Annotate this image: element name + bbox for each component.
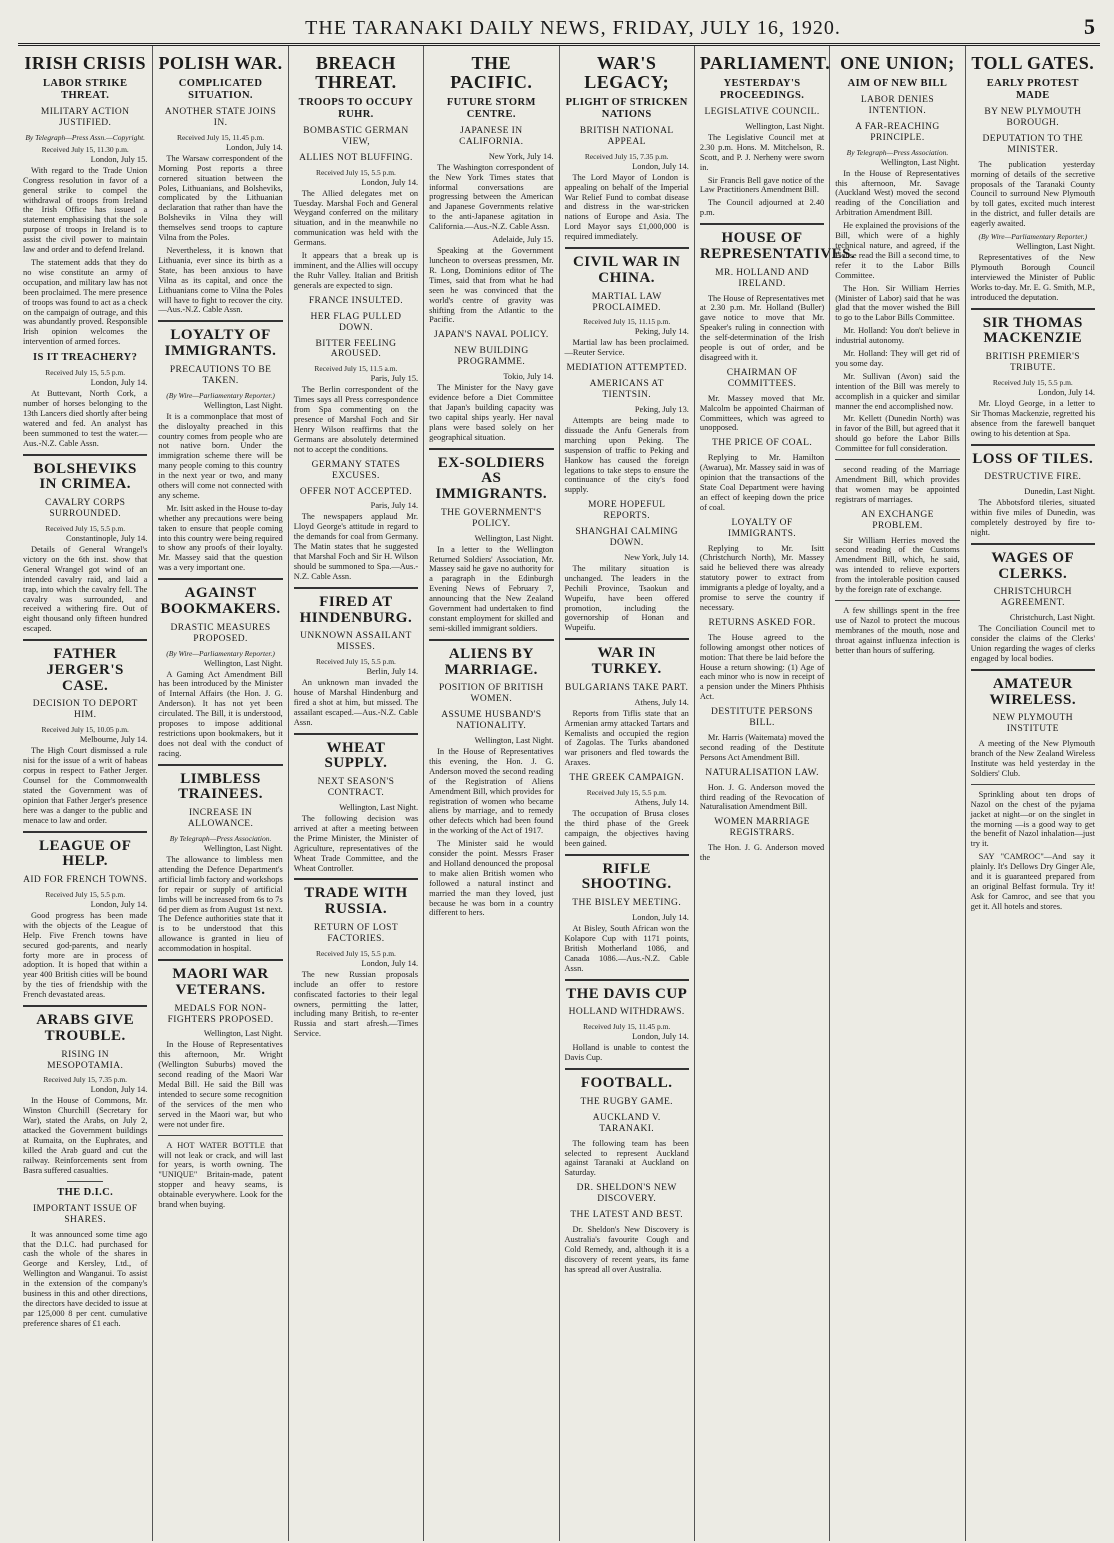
subheadline: COMPLICATED SITUATION.: [178, 77, 263, 101]
headline: BREACH THREAT.: [315, 53, 397, 92]
credit-line: By Telegraph—Press Association.: [169, 834, 272, 844]
article-paragraph: At Buttevant, North Cork, a number of horses belonging to the 13th Lancers died shortly after being watered and fed. An analyst has been summoned to test the water.—Aus.-N.Z. Cable Assn.: [23, 389, 148, 448]
divider: [67, 1181, 103, 1182]
article-paragraph: Mr. Lloyd George, in a letter to Sir Thomas Mackenzie, regretted his absence from the farewell banquet owing to his detention at Spa.: [970, 398, 1095, 438]
divider: [158, 764, 282, 766]
dateline: London, July 14.: [361, 958, 419, 968]
subheadline: MILITARY ACTION JUSTIFIED.: [40, 107, 130, 128]
subheadline: DESTRUCTIVE FIRE.: [984, 472, 1082, 483]
article-paragraph: Hon. J. G. Anderson moved the third reading of the Revocation of Naturalisation Amendment Bill.: [699, 782, 825, 812]
article-paragraph: Speaking at the Government luncheon to overseas pressmen, Mr. R. Long, Dominions editor of The Times, said that from what he had seen he was convinced that the world's centre of gravity was shifting from the Atlantic to the Pacific.: [429, 246, 554, 325]
divider: [23, 1005, 147, 1007]
dateline: Wellington, Last Night.: [745, 121, 825, 131]
headline: ONE UNION;: [840, 53, 955, 73]
received-line: Received July 15, 11.45 p.m.: [176, 132, 265, 142]
subheadline: BITTER FEELING AROUSED.: [315, 338, 397, 360]
headline: WHEAT SUPPLY.: [324, 739, 388, 772]
dateline: Adelaide, July 15.: [492, 235, 554, 245]
divider: [294, 733, 418, 735]
subheadline: CHRISTCHURCH AGREEMENT.: [993, 587, 1072, 609]
article-paragraph: Sir Francis Bell gave notice of the Law Practitioners Amendment Bill.: [699, 175, 825, 195]
divider: [429, 639, 553, 641]
article-paragraph: The following decision was arrived at after a meeting between the Prime Minister, the Minister of Agriculture, representatives of the Wheat Trade Committee, and the Wheat Controller.: [293, 814, 419, 873]
divider: [158, 578, 282, 580]
headline: FATHER JERGER'S CASE.: [46, 646, 124, 694]
dateline: Athens, July 14.: [634, 798, 689, 808]
article-paragraph: Mr. Massey moved that Mr. Malcolm be appointed Chairman of Committees, which was agreed to unopposed.: [699, 393, 825, 433]
article-paragraph: The Minister said he would consider the point. Messrs Fraser and Holland denounced the proposal to make alien British women who followed a natural instinct and married the man they loved, just because he was born in a country different to hers.: [429, 839, 554, 918]
dateline: Wellington, Last Night.: [474, 533, 554, 543]
article-paragraph: In the House of Representatives this afternoon, Mr. Wright (Wellington Suburbs) moved the second reading of the Maori War Medal Bill. He said the Bill was intended to secure some recognition of the services of the men who served in the Maori war, but who were not under fire.: [158, 1040, 283, 1129]
subheadline: FRANCE INSULTED.: [308, 295, 404, 306]
article-paragraph: Good progress has been made with the objects of the League of Help. Five French towns have secured god-parents, and nearly forty more are in process of adoption. It is hoped that within a year 400 British cities will be bound by the ties of friendship with the French devastated areas.: [23, 910, 148, 1000]
received-line: Received July 15, 5.5 p.m.: [315, 167, 396, 177]
headline: HOUSE OF REPRESENTATIVES.: [699, 230, 856, 262]
article-paragraph: The Washington correspondent of the New York Times states that informal conversations are progressing between the American and Japanese Governments relative to the anti-Japanese agitation in California.—Aus.-N.Z. Cable Assn.: [429, 162, 554, 232]
subheadline: INCREASE IN ALLOWANCE.: [187, 808, 254, 830]
subheadline: JAPANESE IN CALIFORNIA.: [459, 125, 524, 147]
subheadline: THE LATEST AND BEST.: [570, 1210, 684, 1221]
column-1: [18, 46, 153, 1541]
subheadline: DESTITUTE PERSONS BILL.: [711, 707, 814, 729]
received-line: Received July 15, 5.5 p.m.: [992, 377, 1073, 387]
received-line: Received July 15, 11.45 p.m.: [583, 1022, 671, 1032]
headline: TRADE WITH RUSSIA.: [304, 885, 408, 918]
article-paragraph: Mr. Harris (Waitemata) moved the second reading of the Destitute Persons Act Amendment Bill.: [699, 733, 825, 762]
page-number: 5: [1084, 14, 1096, 39]
divider: [565, 247, 689, 249]
headline: LEAGUE OF HELP.: [38, 837, 132, 870]
divider: [835, 600, 959, 601]
headline: WAGES OF CLERKS.: [991, 549, 1075, 582]
article-paragraph: He explained the provisions of the Bill, which were of a highly technical nature, and agreed, if the House read the Bill a second time, to refer it to the Labor Bills Committee.: [835, 221, 960, 280]
received-line: Received July 15, 5.5 p.m.: [45, 889, 126, 899]
divider: [565, 854, 689, 856]
headline: SIR THOMAS MACKENZIE: [982, 314, 1083, 347]
credit-line: By Telegraph—Press Assn.—Copyright.: [25, 132, 146, 142]
subheadline: PRECAUTIONS TO BE TAKEN.: [169, 364, 272, 386]
subheadline: RISING IN MESOPOTAMIA.: [47, 1049, 124, 1071]
dateline: Melbourne, July 14.: [79, 735, 148, 745]
headline: THE PACIFIC.: [450, 53, 533, 92]
subheadline: MORE HOPEFUL REPORTS.: [587, 500, 666, 522]
divider: [158, 959, 282, 961]
subheadline: LEGISLATIVE COUNCIL.: [704, 107, 820, 118]
article-paragraph: The Allied delegates met on Tuesday. Marshal Foch and General Weygand conferred on the military situation, and in the meanwhile no communication was held with the Germans.: [293, 188, 419, 248]
article-paragraph: Replying to Mr. Hamilton (Awarua), Mr. Massey said in was of opinion that the transactions of the State Coal Department were having an effect of keeping down the price of coal.: [699, 453, 825, 512]
subheadline: THE D.I.C.: [57, 1186, 114, 1198]
article-paragraph: Mr. Isitt asked in the House to-day whether any precautions were being taken to ensure that people coming into this country were being required to show any proofs of their loyalty. Mr. Massey said that the question was a very important one.: [158, 503, 283, 573]
article-paragraph: second reading of the Marriage Amendment Bill, which provides that women may be appointed registrars of marriages.: [835, 465, 960, 504]
dateline: London, July 14.: [90, 899, 148, 909]
subheadline: CAVALRY CORPS SURROUNDED.: [45, 498, 126, 520]
subheadline: NEXT SEASON'S CONTRACT.: [317, 777, 395, 799]
subheadline: ALLIES NOT BLUFFING.: [299, 152, 413, 163]
dateline: Paris, July 14.: [370, 501, 419, 511]
received-line: Received July 15, 11.5 a.m.: [314, 364, 398, 374]
dateline: London, July 14.: [90, 378, 148, 388]
subheadline: BRITISH NATIONAL APPEAL: [579, 125, 674, 147]
headline: FIRED AT HINDENBURG.: [299, 593, 413, 626]
subheadline: POSITION OF BRITISH WOMEN.: [438, 683, 544, 705]
article-paragraph: Holland is unable to contest the Davis Cup.: [564, 1043, 689, 1063]
dateline: London, July 14.: [361, 177, 419, 187]
subheadline: OFFER NOT ACCEPTED.: [299, 486, 413, 497]
dateline: London, July 14.: [90, 1085, 148, 1095]
divider: [835, 459, 959, 460]
divider: [565, 638, 689, 640]
received-line: Received July 15, 7.35 p.m.: [43, 1075, 128, 1085]
article-paragraph: The new Russian proposals include an offer to restore confiscated factories to their legal owners, permitting the latter, including many British, to re-enter Russia and start afresh.—Times Service.: [293, 969, 419, 1039]
headline: POLISH WAR.: [158, 53, 283, 73]
advertisement: Sprinkling about ten drops of Nazol on the chest of the pyjama jacket at night—or on the singlet in the morning —is a good way to get the benefit of Nazol inhalation—just try it.: [970, 789, 1095, 849]
article-paragraph: Nevertheless, it is known that Lithuania, ever since its birth as a State, has been anxious to have Vilna as its capital, and once the Lithuanians come to Vilna the Poles will have to fight to recover the city.—Aus.-N.Z. Cable Assn.: [158, 246, 283, 315]
article-paragraph: The statement adds that they do no wise constitute an army of occupation, and military law has not been proclaimed. The mere presence of troops was found to act as a check on the campaign of outrage, and this was abundantly proved. Responsible Irish opinion welcomes the intervention of armed forces.: [23, 258, 148, 347]
dateline: London, July 14.: [632, 1032, 689, 1042]
article-paragraph: Mr. Holland: You don't believe in industrial autonomy.: [835, 326, 960, 346]
masthead: [18, 0, 1100, 46]
credit-line: By Telegraph—Press Association.: [846, 147, 949, 157]
subheadline: UNKNOWN ASSAILANT MISSES.: [300, 631, 412, 653]
headline: LOYALTY OF IMMIGRANTS.: [164, 327, 277, 360]
article-paragraph: Martial law has been proclaimed.—Reuter Service.: [564, 338, 689, 358]
subheadline: LABOR DENIES INTENTION.: [860, 94, 935, 116]
headline: RIFLE SHOOTING.: [581, 860, 672, 893]
credit-line: (By Wire—Parliamentary Reporter.): [166, 648, 275, 658]
subheadline: HOLLAND WITHDRAWS.: [568, 1007, 685, 1018]
article-paragraph: The Hon. J. G. Anderson moved the: [699, 843, 825, 863]
dateline: Wellington, Last Night.: [1016, 242, 1095, 252]
article-paragraph: Representatives of the New Plymouth Borough Council interviewed the Minister of Public Works to-day. Mr. E. G. Smith, M.P., introduced the deputation.: [970, 253, 1095, 302]
subheadline: AIM OF NEW BILL: [847, 77, 948, 89]
received-line: Received July 15, 7.35 p.m.: [584, 151, 669, 161]
dateline: Wellington, Last Night.: [880, 157, 960, 167]
article-paragraph: The Conciliation Council met to consider the claims of the Clerks' Union regarding the wages of clerks engaged by local bodies.: [970, 624, 1095, 663]
credit-line: (By Wire—Parliamentary Reporter.): [166, 390, 275, 400]
subheadline: THE GOVERNMENT'S POLICY.: [440, 507, 542, 529]
article-paragraph: In a letter to the Wellington Returned Soldiers' Association, Mr. Massey said he gave no authority for a paragraph in the Edinburgh Evening News of February 7, announcing that the New Zealand Government had undertaken to find constant employment for skilled and semi-skilled immigrant soldiers.: [429, 544, 554, 633]
article-paragraph: The Abbotsford tileries, situated within five miles of Dunedin, was completely destroyed by fire to-night.: [970, 498, 1095, 537]
divider: [971, 784, 1095, 785]
subheadline: AMERICANS AT TIENTSIN.: [589, 379, 664, 401]
article-paragraph: The High Court dismissed a rule nisi for the issue of a writ of habeas corpus in respect to Father Jerger. Counsel for the Commonwealth stated the Government was of opinion that Father Jerger's presence here was a danger to the public and menace to law and order.: [23, 746, 148, 825]
advertisement: A HOT WATER BOTTLE that will not leak or crack, and will last for years, is worth owning. The "UNIQUE" Britain-made, patent stopper and heavy seams, is obtainable everywhere. Look for the brand when buying.: [158, 1140, 283, 1210]
subheadline: FUTURE STORM CENTRE.: [446, 96, 536, 120]
dateline: Wellington, Last Night.: [203, 844, 283, 854]
headline: AGAINST BOOKMAKERS.: [160, 585, 281, 617]
column-8: [966, 46, 1100, 1541]
column-2: [153, 46, 288, 1541]
received-line: Received July 15, 11.30 p.m.: [41, 144, 129, 154]
article-paragraph: The publication yesterday morning of details of the secretive proposals of the Taranaki County Council to surround New Plymouth by toll gates, excited much interest in the district, and fuller details are eagerly awaited.: [970, 159, 1095, 229]
subheadline: LABOR STRIKE THREAT.: [42, 77, 128, 101]
divider: [971, 669, 1095, 671]
received-line: Received July 15, 10.05 p.m.: [41, 725, 129, 735]
subheadline: DRASTIC MEASURES PROPOSED.: [170, 622, 271, 644]
dateline: Berlin, July 14.: [366, 667, 419, 677]
subheadline: THE PRICE OF COAL.: [712, 438, 813, 449]
subheadline: LOYALTY OF IMMIGRANTS.: [728, 517, 797, 539]
article-paragraph: Mr. Sullivan (Avon) said the intention of the Bill was merely to accomplish in a quicker and similar manner the end accomplished now.: [835, 371, 960, 411]
subheadline: A FAR-REACHING PRINCIPLE.: [855, 121, 940, 143]
dateline: Wellington, Last Night.: [203, 658, 283, 668]
article-paragraph: Mr. Holland: They will get rid of you some day.: [835, 349, 960, 368]
column-3: [289, 46, 424, 1541]
subheadline: PLIGHT OF STRICKEN NATIONS: [565, 96, 688, 120]
article-paragraph: The military situation is unchanged. The leaders in the Pechili Province, Tsaokun and Wupeifu, have been offered promotion, including the governorship of Honan and Wupeifu.: [564, 563, 689, 633]
subheadline: AN EXCHANGE PROBLEM.: [861, 509, 934, 531]
article-paragraph: A Gaming Act Amendment Bill has been introduced by the Minister of Internal Affairs (the Hon. J. G. Anderson). It has not yet been circulated. The Bill, it is understood, proposes to impose additional restrictions upon bookmakers, but it does not deal with the conduct of racing.: [158, 669, 283, 758]
divider: [429, 448, 553, 450]
divider: [971, 543, 1095, 545]
dateline: Wellington, Last Night.: [474, 735, 554, 745]
article-paragraph: In the House of Commons, Mr. Winston Churchill (Secretary for War), stated the Arabs, on July 2, attacked the Government buildings at Rumaita, on the Euphrates, and killed the Arab guard and cut the railway. Reinforcements sent from Basra suffered casualties.: [23, 1096, 148, 1175]
received-line: Received July 15, 5.5 p.m.: [45, 368, 126, 378]
article-paragraph: Reports from Tiflis state that an Armenian army attacked Tartars and Kemalists and occupied the region of Zagolas. The Turks abandoned war prisoners and fled towards the Araxes.: [564, 708, 689, 768]
article-paragraph: The House agreed to the following amongst other notices of motion: That there be laid before the House a return showing: (1) Age of each minor who is now in receipt of a pension under the Miners Phthisis Act.: [699, 632, 825, 702]
subheadline: RETURNS ASKED FOR.: [708, 617, 816, 628]
dateline: Wellington, Last Night.: [339, 803, 419, 813]
subheadline: ANOTHER STATE JOINS IN.: [164, 107, 277, 128]
article-paragraph: The allowance to limbless men attending the Defence Department's artificial limb factory and workshops for repair or supply of artificial limbs will be increased from 6s to 7s 6d per diem as from August 1st next. The Defence authorities state that it is to be understood that this allowance is granted in lieu of accommodation in hospital.: [158, 855, 283, 954]
article-paragraph: The occupation of Brusa closes the third phase of the Greek campaign, the objectives having been gained.: [564, 809, 689, 848]
divider: [971, 444, 1095, 446]
headline: PARLIAMENT.: [699, 53, 831, 73]
subheadline: THE GREEK CAMPAIGN.: [569, 773, 685, 784]
article-paragraph: The Council adjourned at 2.40 p.m.: [699, 198, 825, 218]
subheadline: YESTERDAY'S PROCEEDINGS.: [719, 77, 805, 101]
subheadline: HER FLAG PULLED DOWN.: [310, 311, 402, 333]
dateline: London, July 14.: [225, 142, 283, 152]
subheadline: MEDALS FOR NON-FIGHTERS PROPOSED.: [167, 1003, 274, 1025]
subheadline: THE RUGBY GAME.: [580, 1096, 673, 1107]
subheadline: GERMANY STATES EXCUSES.: [311, 459, 401, 481]
headline: WAR'S LEGACY;: [584, 53, 670, 92]
article-paragraph: The newspapers applaud Mr. Lloyd George's attitude in regard to the demands for coal from Germany. The Matin states that he suggested that Marshal Foch and Sir H. Wilson should be summoned to Spa.—Aus.-N.Z. Cable Assn.: [293, 512, 419, 581]
article-paragraph: In the House of Representatives this evening, the Hon. J. G. Anderson moved the second reading of the Registration of Aliens Amendment Bill, which provides for registration of women who became aliens by marriage, and to remedy other defects which had been found in the working of the Act of 1917.: [429, 746, 554, 836]
subheadline: NEW BUILDING PROGRAMME.: [454, 346, 529, 368]
received-line: Received July 15, 5.5 p.m.: [586, 788, 667, 798]
headline: TOLL GATES.: [971, 53, 1095, 73]
subheadline: BY NEW PLYMOUTH BOROUGH.: [984, 107, 1082, 128]
dateline: London, July 14.: [1038, 387, 1095, 397]
headline: MAORI WAR VETERANS.: [172, 966, 269, 998]
dateline: New York, July 14.: [624, 552, 689, 562]
article-paragraph: Sir William Herries moved the second reading of the Customs Amendment Bill, which, he said, was intended to relieve exporters from the intolerable position caused by the foreign rate of exchange.: [835, 535, 960, 595]
column-6: [695, 46, 856, 1541]
divider: [700, 223, 824, 225]
dateline: London, July 15.: [90, 154, 148, 164]
divider: [971, 308, 1095, 310]
headline: THE DAVIS CUP: [566, 985, 688, 1002]
headline: AMATEUR WIRELESS.: [989, 675, 1077, 708]
subheadline: EARLY PROTEST MADE: [986, 77, 1079, 101]
subheadline: IMPORTANT ISSUE OF SHARES.: [32, 1203, 138, 1225]
subheadline: MARTIAL LAW PROCLAIMED.: [591, 291, 662, 313]
dateline: London, July 14.: [632, 913, 689, 923]
article-paragraph: In the House of Representatives this afternoon, Mr. Savage (Auckland West) moved the second reading of the Conciliation and Arbitration Amendment Bill.: [835, 168, 960, 218]
article-paragraph: The Hon. Sir William Herries (Minister of Labor) said that he was glad that the mover wished the Bill to go to the Labor Bills Committee.: [835, 283, 960, 323]
received-line: Received July 15, 5.5 p.m.: [45, 524, 126, 534]
article-paragraph: Replying to Mr. Isitt (Christchurch North), Mr. Massey said he believed there was already statutory power to extract from immigrants a pledge of loyalty, and a promise to serve the country if necessary.: [699, 543, 825, 612]
headline: IRISH CRISIS: [24, 53, 146, 73]
subheadline: IS IT TREACHERY?: [33, 352, 138, 364]
article-paragraph: The following team has been selected to represent Auckland against Taranaki at Auckland on Saturday.: [564, 1138, 689, 1178]
subheadline: AID FOR FRENCH TOWNS.: [23, 875, 148, 886]
subheadline: BULGARIANS TAKE PART.: [565, 682, 689, 693]
divider: [158, 320, 282, 322]
columns: [18, 46, 1100, 1541]
article-paragraph: At Bisley, South African won the Kolapore Cup with 1171 points, British Motherland 1086, and Canada 1086.—Aus.-N.Z. Cable Assn.: [564, 924, 689, 973]
article-paragraph: With regard to the Trade Union Congress resolution in favor of a general strike to compel the withdrawal of troops from Ireland the Irish Office has issued a statement emphasising that the sole purpose of troops in Ireland is to assist the civil power to maintain law and order and to defend Ireland.: [23, 165, 148, 255]
article-paragraph: Attempts are being made to dissuade the Anfu Generals from marching upon Peking. The suspension of traffic to Peking and Hankow has caused the foreign legations to take steps to ensure the continuance of the city's food supply.: [564, 416, 689, 495]
dateline: Dunedin, Last Night.: [1024, 487, 1095, 497]
article-paragraph: It is a commonplace that most of the disloyalty preached in this country comes from people who are not native born. Under the immigration scheme there will be many people coming to this country in the next year or two, and many others will come not connected with any scheme.: [158, 411, 283, 500]
paper-title: THE TARANAKI DAILY NEWS, FRIDAY, JULY 16, 1920.: [305, 17, 841, 39]
dateline: Paris, July 15.: [370, 374, 419, 384]
dateline: Tokio, July 14.: [503, 372, 554, 382]
divider: [294, 587, 418, 589]
headline: FOOTBALL.: [580, 1075, 673, 1092]
article-paragraph: It appears that a break up is imminent, and the Allies will occupy the Ruhr Valley. Italian and British generals are expected to sign.: [293, 251, 419, 290]
article-paragraph: The Berlin correspondent of the Times says all Press correspondence from Spa commenting on the presence of Marshal Foch and Sir Henry Wilson reaffirms that the Germans are absolutely determined not to accept the conditions.: [293, 385, 419, 454]
received-line: Received July 15, 5.5 p.m.: [315, 657, 396, 667]
subheadline: ASSUME HUSBAND'S NATIONALITY.: [441, 710, 542, 732]
column-4: [424, 46, 559, 1541]
dateline: Wellington, Last Night.: [203, 400, 283, 410]
dateline: Peking, July 14.: [634, 327, 689, 337]
subheadline: BRITISH PREMIER'S TRIBUTE.: [985, 352, 1080, 373]
article-paragraph: It was announced some time ago that the D.I.C. had purchased for cash the whole of the shares in George and Kersley, Ltd., of Wellington and Wanganui. To assist in the extension of the company's business in this and other directions, the directors have decided to issue at par 125,000 8 per cent. cumulative preference shares of £1 each.: [23, 1229, 148, 1328]
subheadline: RETURN OF LOST FACTORIES.: [313, 922, 399, 944]
subheadline: THE BISLEY MEETING.: [572, 898, 682, 909]
credit-line: (By Wire—Parliamentary Reporter.): [978, 232, 1088, 242]
column-5: [560, 46, 695, 1541]
article-paragraph: The House of Representatives met at 2.30 p.m. Mr. Holland (Buller) gave notice to move that Mr. Speaker's ruling in connection with the self-determination of the Irish people is out of order, and be disagreed with it.: [699, 293, 825, 362]
divider: [23, 639, 147, 641]
subheadline: BOMBASTIC GERMAN VIEW,: [303, 125, 409, 147]
dateline: London, July 14.: [632, 161, 689, 171]
dateline: Christchurch, Last Night.: [1009, 613, 1095, 623]
advertisement: A few shillings spent in the free use of Nazol to protect the mucous membranes of the mouth, nose and throat against influenza infection is better than hours of suffering.: [835, 606, 960, 655]
subheadline: DECISION TO DEPORT HIM.: [32, 699, 138, 721]
headline: WAR IN TURKEY.: [591, 645, 662, 678]
subheadline: NATURALISATION LAW.: [705, 767, 819, 778]
article-paragraph: The Legislative Council met at 2.30 p.m. Hons. M. Mitchelson, R. Scott, and P. J. Nerheny were sworn in.: [699, 132, 825, 172]
divider: [294, 878, 418, 880]
subheadline: CHAIRMAN OF COMMITTEES.: [726, 367, 798, 389]
divider: [23, 454, 147, 456]
subheadline: MR. HOLLAND AND IRELAND.: [715, 267, 809, 289]
received-line: Received July 15, 5.5 p.m.: [315, 948, 396, 958]
subheadline: AUCKLAND V. TARANAKI.: [592, 1112, 661, 1134]
subheadline: TROOPS TO OCCUPY RUHR.: [298, 96, 414, 120]
dateline: Wellington, Last Night.: [203, 1029, 283, 1039]
received-line: Received July 15, 11.15 p.m.: [583, 317, 671, 327]
divider: [158, 1135, 282, 1136]
headline: LIMBLESS TRAINEES.: [178, 770, 264, 803]
headline: CIVIL WAR IN CHINA.: [572, 254, 681, 286]
article-paragraph: The Lord Mayor of London is appealing on behalf of the Imperial War Relief Fund to combat disease and distress in the war-stricken nations of Europe and Asia. The Lord Mayor says £1,000,000 is required immediately.: [564, 172, 689, 242]
article-paragraph: Mr. Kellett (Dunedin North) was in favor of the Bill, but agreed that it should go before the Labor Bills Committee for full consideration.: [835, 414, 960, 454]
column-7: [830, 46, 965, 1541]
advertisement: Dr. Sheldon's New Discovery is Australia's favourite Cough and Cold Remedy, and, although it is a discovery of recent years, its fame has spread all over Australia.: [564, 1225, 689, 1274]
dateline: New York, July 14.: [488, 151, 554, 161]
subheadline: DR. SHELDON'S NEW DISCOVERY.: [576, 1183, 677, 1205]
headline: BOLSHEVIKS IN CRIMEA.: [33, 460, 137, 493]
divider: [565, 979, 689, 981]
advertisement: SAY "CAMROC"—And say it plainly. It's Dellows Dry Ginger Ale, and it is guaranteed prepared from an original Belfast formula. Try it! Ask for Camroc, and see that you get it. All hotels and stores.: [970, 852, 1095, 911]
headline: LOSS OF TILES.: [972, 450, 1094, 467]
dateline: Constantinople, July 14.: [65, 534, 148, 544]
article-paragraph: An unknown man invaded the house of Marshal Hindenburg and fired a shot at him, but missed. The assailant escaped.—Aus.-N.Z. Cable Assn.: [293, 678, 419, 727]
subheadline: MEDIATION ATTEMPTED.: [566, 363, 687, 374]
article-paragraph: The Minister for the Navy gave evidence before a Diet Committee that Japan's building capacity was two capital ships yearly. Her naval plans were based solely on her geographical situation.: [429, 383, 554, 442]
divider: [23, 831, 147, 833]
article-paragraph: A meeting of the New Plymouth branch of the New Zealand Wireless Institute was held yesterday in the Soldiers' Club.: [970, 739, 1095, 778]
subheadline: SHANGHAI CALMING DOWN.: [575, 527, 679, 549]
subheadline: WOMEN MARRIAGE REGISTRARS.: [714, 817, 810, 839]
dateline: Athens, July 14.: [634, 697, 689, 707]
article-paragraph: Details of General Wrangel's victory on the 6th inst. show that General Wrangel got wind of an intended cavalry raid, and laid a trap, into which the cavalry fell. The cavalry was surrounded, and received a withering fire. Out of eight thousand only fifteen hundred escaped.: [23, 545, 148, 634]
dateline: Peking, July 13.: [634, 405, 689, 415]
divider: [565, 1068, 689, 1070]
headline: ARABS GIVE TROUBLE.: [36, 1012, 135, 1044]
subheadline: NEW PLYMOUTH INSTITUTE: [992, 713, 1074, 735]
subheadline: JAPAN'S NAVAL POLICY.: [433, 330, 549, 341]
article-paragraph: The Warsaw correspondent of the Morning Post reports a three cornered situation between the Poles, Lithuanians, and Bolsheviks, complicated by the Lithuanian declaration that rather than have the Bolsheviks in Vilna they will themselves send troops to capture Vilna from the Poles.: [158, 153, 283, 243]
headline: EX-SOLDIERS AS IMMIGRANTS.: [435, 454, 548, 503]
subheadline: DEPUTATION TO THE MINISTER.: [982, 133, 1084, 155]
headline: ALIENS BY MARRIAGE.: [444, 645, 538, 678]
